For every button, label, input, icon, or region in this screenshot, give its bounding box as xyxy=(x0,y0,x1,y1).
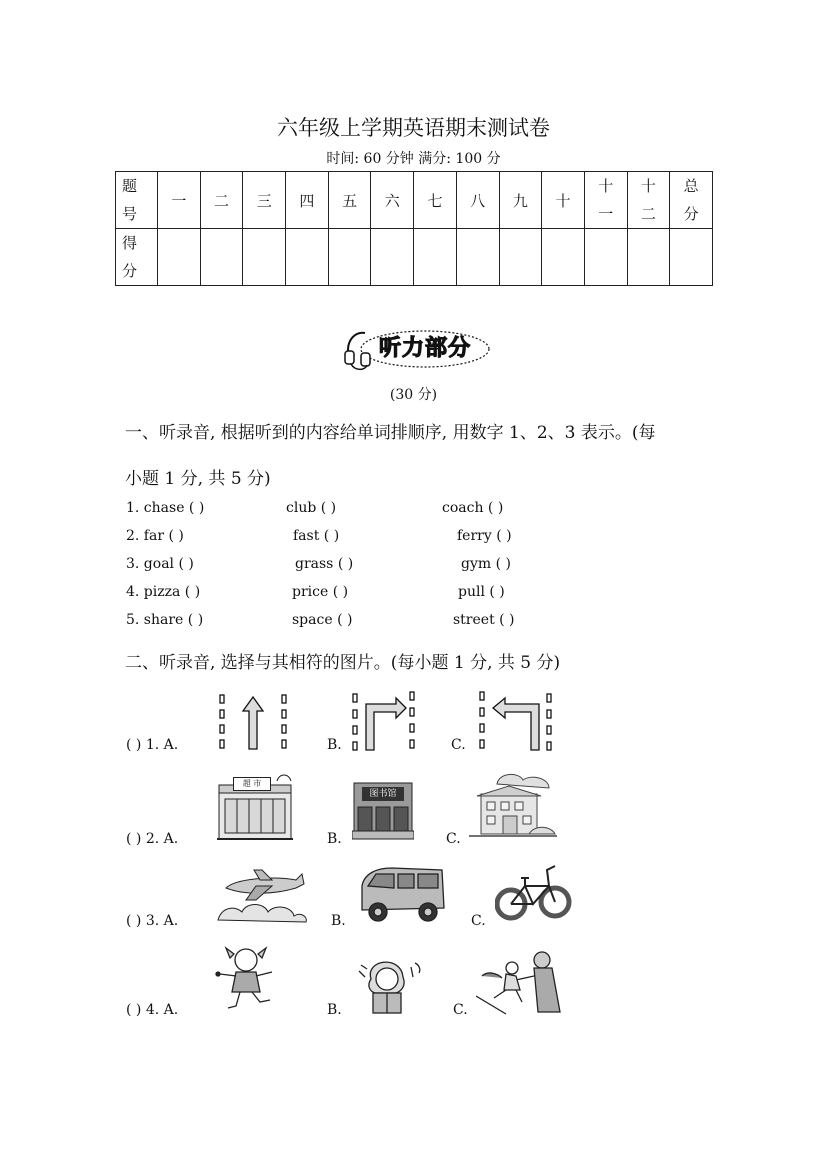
section1-heading-line1: 一、听录音, 根据听到的内容给单词排顺序, 用数字 1、2、3 表示。(每 xyxy=(125,423,656,443)
airplane-image xyxy=(216,860,308,924)
word-item: pull ( ) xyxy=(458,584,505,600)
score-cell[interactable] xyxy=(286,229,329,286)
word-item: fast ( ) xyxy=(293,528,340,544)
word-item: 2. far ( ) xyxy=(126,528,184,544)
score-cell[interactable] xyxy=(499,229,542,286)
score-cell[interactable] xyxy=(200,229,243,286)
go-straight-icon xyxy=(216,693,292,753)
score-table xyxy=(115,171,713,286)
girl-reading-image xyxy=(355,953,425,1015)
mother-and-child-image xyxy=(476,946,572,1016)
exam-info: 时间: 60 分钟 满分: 100 分 xyxy=(326,151,501,167)
option-b-label: B. xyxy=(327,831,342,847)
banner-text: 听力部分 xyxy=(379,336,472,361)
option-c-label: C. xyxy=(446,831,461,847)
score-table-header-row xyxy=(116,172,713,229)
supermarket-image xyxy=(217,771,293,843)
question-4-label: ( ) 4. A. xyxy=(126,1002,179,1018)
col-12: 十 二 xyxy=(627,172,670,229)
option-c-label: C. xyxy=(451,737,466,753)
score-label: 得 分 xyxy=(116,229,158,286)
header-label: 题 号 xyxy=(116,172,158,229)
option-c-label: C. xyxy=(471,913,486,929)
word-item: club ( ) xyxy=(286,500,337,516)
score-table-score-row xyxy=(116,229,713,286)
library-sign: 图书馆 xyxy=(362,787,404,801)
col-6: 六 xyxy=(371,172,414,229)
score-cell[interactable] xyxy=(371,229,414,286)
score-cell[interactable] xyxy=(542,229,585,286)
option-c-label: C. xyxy=(453,1002,468,1018)
section1-heading-line2: 小题 1 分, 共 5 分) xyxy=(125,469,271,489)
col-4: 四 xyxy=(286,172,329,229)
page-title: 六年级上学期英语期末测试卷 xyxy=(277,116,550,140)
col-11: 十 一 xyxy=(584,172,627,229)
col-8: 八 xyxy=(456,172,499,229)
option-b-label: B. xyxy=(331,913,346,929)
word-item: 4. pizza ( ) xyxy=(126,584,201,600)
bicycle-image xyxy=(495,858,573,924)
score-cell[interactable] xyxy=(627,229,670,286)
question-3-label: ( ) 3. A. xyxy=(126,913,179,929)
minibus-image xyxy=(356,862,448,924)
score-cell[interactable] xyxy=(158,229,201,286)
library-image xyxy=(352,775,414,841)
score-cell[interactable] xyxy=(456,229,499,286)
score-cell[interactable] xyxy=(670,229,713,286)
word-item: space ( ) xyxy=(292,612,353,628)
word-item: 3. goal ( ) xyxy=(126,556,194,572)
word-item: 1. chase ( ) xyxy=(126,500,205,516)
word-item: ferry ( ) xyxy=(457,528,512,544)
col-3: 三 xyxy=(243,172,286,229)
turn-right-icon xyxy=(350,690,420,752)
word-item: street ( ) xyxy=(453,612,515,628)
section2-heading: 二、听录音, 选择与其相符的图片。(每小题 1 分, 共 5 分) xyxy=(125,653,561,673)
question-2-label: ( ) 2. A. xyxy=(126,831,179,847)
col-9: 九 xyxy=(499,172,542,229)
score-cell[interactable] xyxy=(414,229,457,286)
option-b-label: B. xyxy=(327,737,342,753)
score-cell[interactable] xyxy=(584,229,627,286)
supermarket-sign: 超 市 xyxy=(233,777,271,791)
turn-left-icon xyxy=(477,690,557,752)
score-cell[interactable] xyxy=(328,229,371,286)
word-item: grass ( ) xyxy=(295,556,354,572)
col-2: 二 xyxy=(200,172,243,229)
word-item: coach ( ) xyxy=(442,500,504,516)
section-points: (30 分) xyxy=(389,387,438,403)
option-b-label: B. xyxy=(327,1002,342,1018)
col-7: 七 xyxy=(414,172,457,229)
score-cell[interactable] xyxy=(243,229,286,286)
col-10: 十 xyxy=(542,172,585,229)
girl-skating-image xyxy=(212,944,278,1014)
word-item: 5. share ( ) xyxy=(126,612,204,628)
col-5: 五 xyxy=(328,172,371,229)
word-item: price ( ) xyxy=(292,584,349,600)
question-1-label: ( ) 1. A. xyxy=(126,737,179,753)
col-1: 一 xyxy=(158,172,201,229)
school-building-image xyxy=(469,770,557,842)
listening-banner xyxy=(341,327,491,371)
col-total: 总 分 xyxy=(670,172,713,229)
word-item: gym ( ) xyxy=(461,556,511,572)
